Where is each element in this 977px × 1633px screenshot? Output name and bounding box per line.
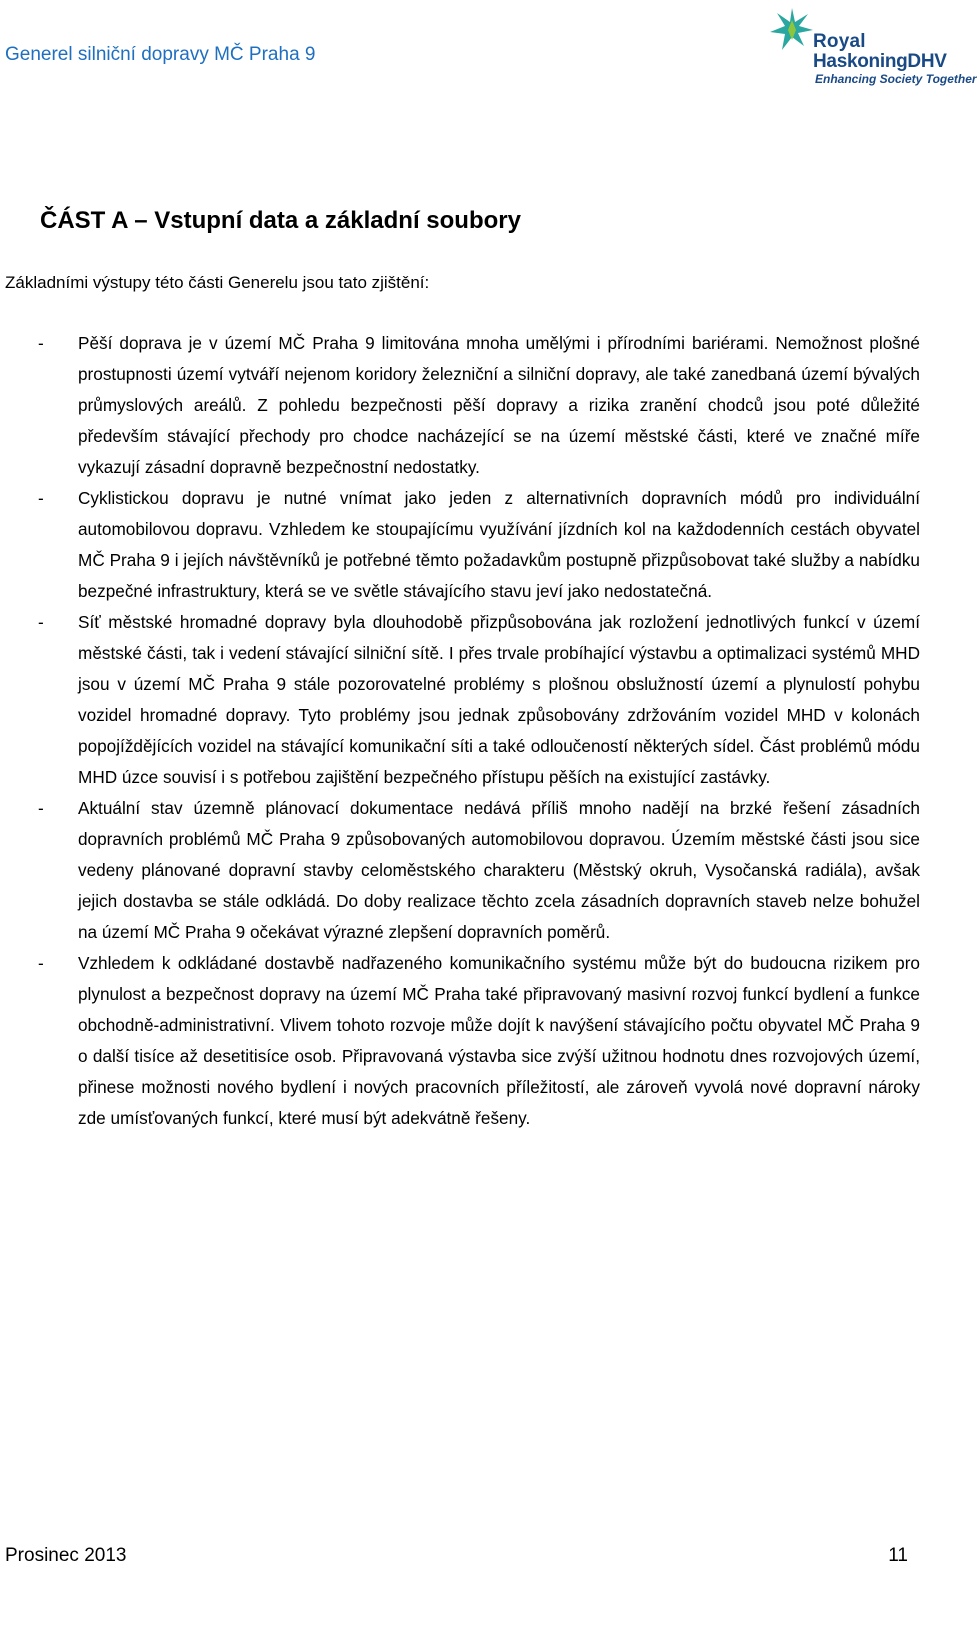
page-number: 11	[888, 1545, 908, 1566]
list-item-text: Síť městské hromadné dopravy byla dlouhodobě přizpůsobována jak rozložení jednotlivých funkcí v území městské části, tak i vedení stávající silniční sítě. I přes trvale probíhající výstavbu a optimalizaci systémů MHD jsou v území MČ Praha 9 stále pozorovatelné problémy s plošnou obslužností území a plynulostí pohybu vozidel hromadné dopravy. Tyto problémy jsou jednak způsobovány zdržováním vozidel MHD v kolonách popojíždějících vozidel na stávající komunikační síti a také odloučeností některých sídel. Část problémů módu MHD úzce souvisí i s potřebou zajištění bezpečného přístupu pěších na existující zastávky.	[78, 612, 920, 787]
section-heading: ČÁST A – Vstupní data a základní soubory	[40, 207, 521, 234]
list-dash: -	[38, 953, 44, 973]
list-item	[38, 793, 920, 948]
list-item-text: Cyklistickou dopravu je nutné vnímat jako jeden z alternativních dopravních módů pro individuální automobilovou dopravu. Vzhledem ke stoupajícímu využívání jízdních kol na každodenních cestách obyvatel MČ Praha 9 i jejích návštěvníků je potřebné těmto požadavkům postupně přizpůsobovat také služby a nabídku bezpečné infrastruktury, která se ve světle stávajícího stavu jeví jako nedostatečná.	[78, 488, 920, 601]
logo-word-haskoningdhv: HaskoningDHV	[813, 51, 947, 72]
list-dash: -	[38, 612, 44, 632]
list-dash: -	[38, 333, 44, 353]
list-item	[38, 328, 920, 483]
logo-word-royal: Royal	[813, 31, 866, 52]
list-item-text: Vzhledem k odkládané dostavbě nadřazeného komunikačního systému může být do budoucna rizikem pro plynulost a bezpečnost dopravy na území MČ Praha také připravovaný masivní rozvoj funkcí bydlení a funkce obchodně-administrativní. Vlivem tohoto rozvoje může dojít k navýšení stávajícího počtu obyvatel MČ Praha 9 o další tisíce až desetitisíce osob. Připravovaná výstavba sice zvýší užitnou hodnotu dnes rozvojových území, přinese možnosti nového bydlení i nových pracovních příležitostí, ale zároveň vyvolá nové dopravní nároky zde umísťovaných funkcí, které musí být adekvátně řešeny.	[78, 953, 920, 1128]
list-item	[38, 948, 920, 1134]
intro-paragraph: Základními výstupy této části Generelu jsou tato zjištění:	[5, 273, 430, 292]
findings-list	[38, 328, 920, 1134]
list-item	[38, 607, 920, 793]
list-item	[38, 483, 920, 607]
list-item-text: Aktuální stav územně plánovací dokumentace nedává příliš mnoho nadějí na brzké řešení zásadních dopravních problémů MČ Praha 9 způsobovaných automobilovou dopravou. Územím městské části jsou sice vedeny plánované dopravní stavby celoměstského charakteru (Městský okruh, Vysočanská radiála), avšak jejich dostavba se stále odkládá. Do doby realizace těchto zcela zásadních dopravních staveb nelze bohužel na území MČ Praha 9 očekávat výrazné zlepšení dopravních poměrů.	[78, 798, 920, 942]
running-header-title: Generel silniční dopravy MČ Praha 9	[5, 44, 316, 65]
list-dash: -	[38, 488, 44, 508]
star-logo-icon	[768, 6, 814, 56]
logo-tagline: Enhancing Society Together	[815, 72, 977, 86]
list-dash: -	[38, 798, 44, 818]
footer-date: Prosinec 2013	[5, 1545, 127, 1566]
company-logo	[768, 6, 977, 86]
list-item-text: Pěší doprava je v území MČ Praha 9 limitována mnoha umělými i přírodními bariérami. Nemožnost plošné prostupnosti území vytváří nejenom koridory železniční a silniční dopravy, ale také zanedbaná území bývalých průmyslových areálů. Z pohledu bezpečnosti pěší dopravy a rizika zranění chodců jsou poté důležité především stávající přechody pro chodce nacházející se na území městské části, které ve značné míře vykazují zásadní dopravně bezpečnostní nedostatky.	[78, 333, 920, 477]
